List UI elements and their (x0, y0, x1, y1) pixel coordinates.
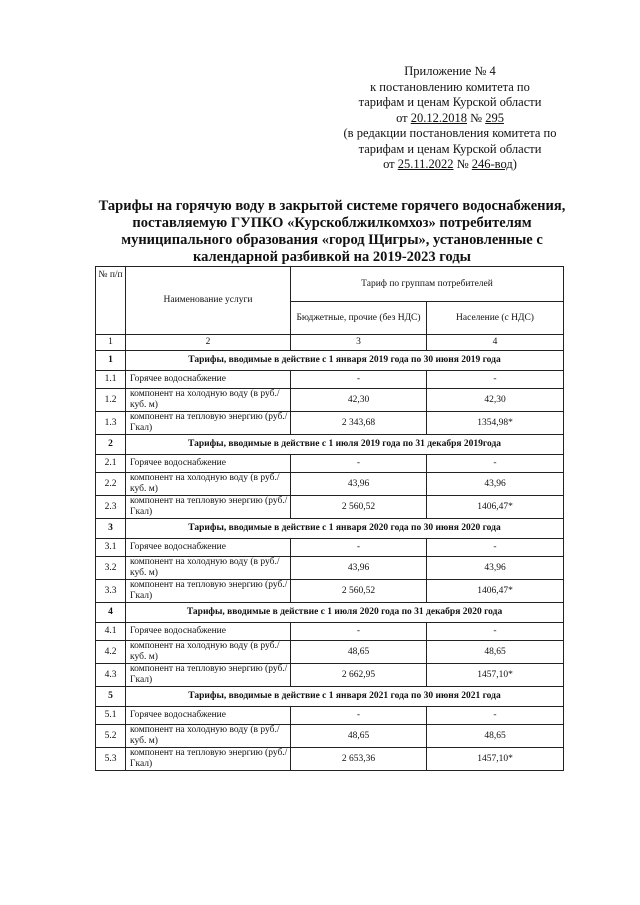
budget-tariff: 48,65 (291, 641, 427, 664)
row-num: 4.3 (96, 664, 126, 687)
section-row (96, 351, 564, 371)
population-tariff: 48,65 (427, 725, 564, 748)
col-number: 3 (291, 335, 427, 351)
tariff-table (95, 266, 564, 771)
population-tariff: 48,65 (427, 641, 564, 664)
budget-tariff: - (291, 539, 427, 557)
revision-close: ) (512, 157, 517, 171)
section-num: 2 (96, 435, 126, 455)
service-name: компонент на холодную воду (в руб./куб. м) (126, 389, 291, 412)
appendix-line: тарифам и ценам Курской области (358, 95, 542, 109)
service-name: компонент на холодную воду (в руб./куб. м) (126, 725, 291, 748)
section-title: Тарифы, вводимые в действие с 1 июля 2020 года по 31 декабря 2020 года (126, 603, 564, 623)
table-row (96, 748, 564, 771)
header-budget: Бюджетные, прочие (без НДС) (291, 302, 427, 335)
appendix-prefix: от (396, 110, 411, 125)
population-tariff: 43,96 (427, 557, 564, 580)
appendix-date: 20.12.2018 (410, 110, 467, 125)
table-row (96, 725, 564, 748)
header-num: № п/п (96, 267, 126, 335)
population-tariff: - (427, 707, 564, 725)
row-num: 2.2 (96, 473, 126, 496)
service-name: компонент на тепловую энергию (руб./Гкал) (126, 664, 291, 687)
revision-number: 246-вод (471, 157, 513, 171)
row-num: 5.1 (96, 707, 126, 725)
service-name: Горячее водоснабжение (126, 623, 291, 641)
service-name: Горячее водоснабжение (126, 707, 291, 725)
population-tariff: 1354,98* (427, 412, 564, 435)
title-line: календарной разбивкой на 2019-2023 годы (192, 249, 472, 265)
population-tariff: - (427, 371, 564, 389)
row-num: 1.2 (96, 389, 126, 412)
row-num: 4.1 (96, 623, 126, 641)
header-tariff-group: Тариф по группам потребителей (291, 267, 564, 302)
row-num: 3.2 (96, 557, 126, 580)
budget-tariff: 43,96 (291, 473, 427, 496)
row-num: 1.1 (96, 371, 126, 389)
col-number: 4 (427, 335, 564, 351)
table-row (96, 623, 564, 641)
appendix-prefix: от (383, 157, 398, 171)
col-number: 2 (126, 335, 291, 351)
budget-tariff: 2 662,95 (291, 664, 427, 687)
budget-tariff: 48,65 (291, 725, 427, 748)
row-num: 2.3 (96, 496, 126, 519)
section-num: 5 (96, 687, 126, 707)
section-title: Тарифы, вводимые в действие с 1 июля 2019 года по 31 декабря 2019года (126, 435, 564, 455)
title-line: Тарифы на горячую воду в закрытой системе горячего водоснабжения, (98, 198, 566, 214)
table-row (96, 473, 564, 496)
budget-tariff: 2 560,52 (291, 580, 427, 603)
service-name: компонент на холодную воду (в руб./куб. м) (126, 641, 291, 664)
appendix-num-sign: № (467, 110, 486, 125)
row-num: 4.2 (96, 641, 126, 664)
service-name: компонент на холодную воду (в руб./куб. м) (126, 557, 291, 580)
table-row (96, 664, 564, 687)
appendix-revision-line (330, 157, 570, 173)
service-name: компонент на тепловую энергию (руб./Гкал) (126, 748, 291, 771)
table-row (96, 557, 564, 580)
population-tariff: 42,30 (427, 389, 564, 412)
title-line: муниципального образования «город Щигры», установленные с (121, 232, 543, 248)
section-num: 3 (96, 519, 126, 539)
table-row (96, 539, 564, 557)
budget-tariff: 43,96 (291, 557, 427, 580)
row-num: 5.2 (96, 725, 126, 748)
population-tariff: 43,96 (427, 473, 564, 496)
appendix-block (330, 64, 570, 173)
budget-tariff: 2 560,52 (291, 496, 427, 519)
header-name: Наименование услуги (126, 267, 291, 335)
row-num: 1.3 (96, 412, 126, 435)
appendix-line: к постановлению комитета по (370, 79, 530, 94)
header-population: Население (с НДС) (427, 302, 564, 335)
row-num: 2.1 (96, 455, 126, 473)
budget-tariff: 42,30 (291, 389, 427, 412)
title-line: поставляемую ГУПКО «Курскоблжилкомхоз» потребителям (132, 215, 532, 231)
section-num: 4 (96, 603, 126, 623)
table-row (96, 707, 564, 725)
budget-tariff: - (291, 371, 427, 389)
service-name: компонент на тепловую энергию (руб./Гкал) (126, 496, 291, 519)
section-row (96, 519, 564, 539)
section-title: Тарифы, вводимые в действие с 1 января 2020 года по 30 июня 2020 года (126, 519, 564, 539)
row-num: 5.3 (96, 748, 126, 771)
population-tariff: 1406,47* (427, 496, 564, 519)
population-tariff: - (427, 623, 564, 641)
appendix-number: 295 (485, 110, 504, 125)
service-name: Горячее водоснабжение (126, 539, 291, 557)
budget-tariff: - (291, 707, 427, 725)
row-num: 3.1 (96, 539, 126, 557)
revision-num-sign: № (453, 157, 472, 171)
appendix-line: (в редакции постановления комитета по (343, 126, 557, 140)
service-name: компонент на холодную воду (в руб./куб. м) (126, 473, 291, 496)
table-row (96, 580, 564, 603)
table-row (96, 412, 564, 435)
revision-date: 25.11.2022 (397, 157, 454, 171)
table-row (96, 389, 564, 412)
budget-tariff: - (291, 623, 427, 641)
population-tariff: - (427, 455, 564, 473)
appendix-title: Приложение № 4 (404, 64, 496, 78)
document-title (82, 198, 582, 266)
section-row (96, 435, 564, 455)
row-num: 3.3 (96, 580, 126, 603)
service-name: компонент на тепловую энергию (руб./Гкал) (126, 580, 291, 603)
appendix-line: тарифам и ценам Курской области (358, 141, 542, 156)
service-name: компонент на тепловую энергию (руб./Гкал) (126, 412, 291, 435)
table-row (96, 641, 564, 664)
population-tariff: 1457,10* (427, 664, 564, 687)
section-row (96, 603, 564, 623)
population-tariff: - (427, 539, 564, 557)
appendix-date-line (330, 111, 570, 127)
table-row (96, 455, 564, 473)
table-row (96, 496, 564, 519)
service-name: Горячее водоснабжение (126, 455, 291, 473)
population-tariff: 1457,10* (427, 748, 564, 771)
budget-tariff: - (291, 455, 427, 473)
section-title: Тарифы, вводимые в действие с 1 января 2019 года по 30 июня 2019 года (126, 351, 564, 371)
section-num: 1 (96, 351, 126, 371)
section-title: Тарифы, вводимые в действие с 1 января 2021 года по 30 июня 2021 года (126, 687, 564, 707)
section-row (96, 687, 564, 707)
population-tariff: 1406,47* (427, 580, 564, 603)
budget-tariff: 2 653,36 (291, 748, 427, 771)
table-row (96, 371, 564, 389)
service-name: Горячее водоснабжение (126, 371, 291, 389)
budget-tariff: 2 343,68 (291, 412, 427, 435)
col-number: 1 (96, 335, 126, 351)
